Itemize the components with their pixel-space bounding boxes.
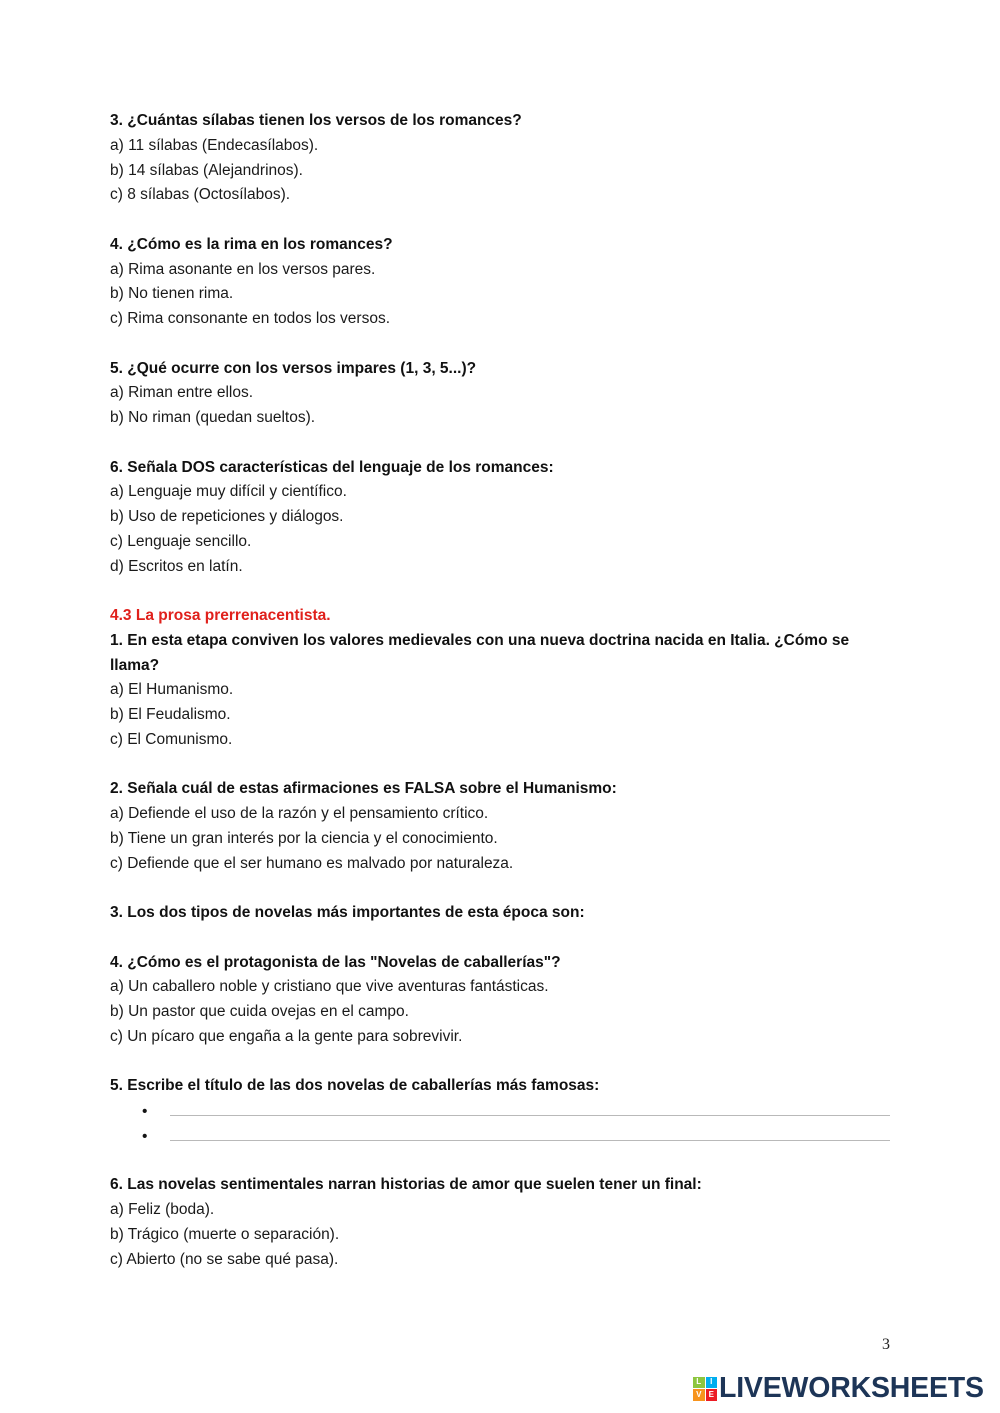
romances-q6-option-b[interactable]: b) Uso de repeticiones y diálogos. <box>110 508 344 525</box>
romances-q4-option-b[interactable]: b) No tienen rima. <box>110 285 234 303</box>
answer-line-2[interactable] <box>170 1124 890 1141</box>
bullet-icon: • <box>142 1103 148 1120</box>
prosa-q4-option-c[interactable]: c) Un pícaro que engaña a la gente para sobrevivir. <box>110 1027 463 1045</box>
romances-q3-option-c[interactable]: c) 8 sílabas (Octosílabos). <box>110 186 291 204</box>
prosa-q2-option-c[interactable]: c) Defiende que el ser humano es malvado por naturaleza. <box>110 854 514 872</box>
romances-question-4: 4. ¿Cómo es la rima en los romances? <box>110 235 393 253</box>
prosa-question-6-block <box>110 1173 880 1272</box>
romances-question-5: 5. ¿Qué ocurre con los versos impares (1, 3, 5...)? <box>110 359 477 377</box>
prosa-question-4-block <box>110 951 880 1050</box>
romances-question-6: 6. Señala DOS características del lenguaje de los romances: <box>110 458 554 476</box>
prosa-q4-option-b[interactable]: b) Un pastor que cuida ovejas en el campo. <box>110 1003 409 1020</box>
romances-question-4-block <box>110 233 880 332</box>
romances-q5-option-b[interactable]: b) No riman (quedan sueltos). <box>110 409 316 426</box>
prosa-question-5: 5. Escribe el título de las dos novelas de caballerías más famosas: <box>110 1077 600 1095</box>
romances-q6-option-a[interactable]: a) Lenguaje muy difícil y científico. <box>110 483 347 501</box>
liveworksheets-logo <box>693 1374 984 1403</box>
romances-question-5-block <box>110 357 880 431</box>
prosa-question-2-block <box>110 777 880 876</box>
logo-cell-i: I <box>706 1377 718 1389</box>
romances-q5-option-a[interactable]: a) Riman entre ellos. <box>110 384 254 402</box>
prosa-question-1-block <box>110 604 880 753</box>
prosa-q2-option-b[interactable]: b) Tiene un gran interés por la ciencia y el conocimiento. <box>110 829 498 847</box>
prosa-question-3-block <box>110 901 880 926</box>
romances-q4-option-a[interactable]: a) Rima asonante en los versos pares. <box>110 260 376 278</box>
prosa-q1-option-c[interactable]: c) El Comunismo. <box>110 730 233 748</box>
bullet-icon: • <box>142 1127 148 1145</box>
prosa-q6-option-a[interactable]: a) Feliz (boda). <box>110 1201 215 1218</box>
logo-cell-v: V <box>693 1389 705 1401</box>
romances-q3-option-b[interactable]: b) 14 sílabas (Alejandrinos). <box>110 161 303 179</box>
liveworksheets-logo-text: LIVEWORKSHEETS <box>719 1372 984 1404</box>
section-heading-prosa: 4.3 La prosa prerrenacentista. <box>110 607 331 624</box>
prosa-q1-option-b[interactable]: b) El Feudalismo. <box>110 706 231 723</box>
prosa-q6-option-c[interactable]: c) Abierto (no se sabe qué pasa). <box>110 1250 339 1268</box>
prosa-q4-option-a[interactable]: a) Un caballero noble y cristiano que vive aventuras fantásticas. <box>110 978 549 996</box>
romances-q6-option-d[interactable]: d) Escritos en latín. <box>110 557 243 575</box>
romances-question-6-block <box>110 456 880 580</box>
prosa-question-2: 2. Señala cuál de estas afirmaciones es FALSA sobre el Humanismo: <box>110 780 617 798</box>
logo-cell-e: E <box>706 1389 718 1401</box>
prosa-q1-option-a[interactable]: a) El Humanismo. <box>110 681 234 699</box>
romances-question-3: 3. ¿Cuántas sílabas tienen los versos de los romances? <box>110 112 522 129</box>
romances-q3-option-a[interactable]: a) 11 sílabas (Endecasílabos). <box>110 136 319 154</box>
page-number: 3 <box>882 1336 890 1353</box>
prosa-question-1: 1. En esta etapa conviven los valores medievales con una nueva doctrina nacida en Italia. ¿Cómo se llama? <box>110 631 850 674</box>
logo-cell-l: L <box>693 1377 705 1389</box>
list-item <box>110 1124 890 1149</box>
worksheet-content <box>110 109 880 1272</box>
prosa-question-5-block <box>110 1074 880 1148</box>
answer-line-1[interactable] <box>170 1099 890 1116</box>
answer-list <box>110 1099 890 1149</box>
prosa-question-3: 3. Los dos tipos de novelas más importantes de esta época son: <box>110 904 585 921</box>
romances-q6-option-c[interactable]: c) Lenguaje sencillo. <box>110 532 252 550</box>
prosa-question-4: 4. ¿Cómo es el protagonista de las "Novelas de caballerías"? <box>110 953 561 971</box>
prosa-q2-option-a[interactable]: a) Defiende el uso de la razón y el pensamiento crítico. <box>110 805 489 822</box>
liveworksheets-logo-icon <box>693 1377 717 1401</box>
romances-question-3-block <box>110 109 880 208</box>
prosa-question-6: 6. Las novelas sentimentales narran historias de amor que suelen tener un final: <box>110 1176 702 1194</box>
prosa-q6-option-b[interactable]: b) Trágico (muerte o separación). <box>110 1225 340 1243</box>
list-item <box>110 1099 890 1124</box>
romances-q4-option-c[interactable]: c) Rima consonante en todos los versos. <box>110 310 390 327</box>
